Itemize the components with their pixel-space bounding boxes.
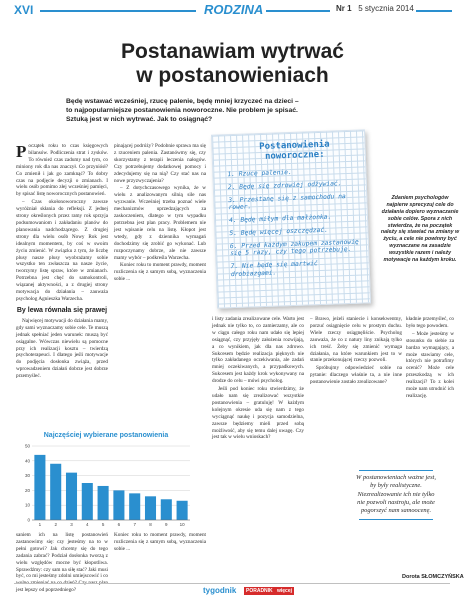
paragraph: i listy zadania zrealizowane cele. Warto jest jednak nie tylko to, co zamierzamy, ale co w ciągu całego roku nam udało się lepiej osiągnąć, czy przyjęły założenia rozwijają, a co wynikiem, jak dla nas zdrowo. Sukcesem będzie realizacja pięknych nie tylko zakładanego oczekiwania, ale zadań mniej oczekiwanych, a przypadkowych. Sukcesem jest każdy krok wykonywany na drodze do celu – mówi psycholog. — [212, 316, 304, 385]
chart-bar — [177, 501, 188, 520]
column-4 — [310, 316, 402, 464]
footer-badge-2: więcej — [277, 588, 293, 594]
issue-number: Nr 1 — [336, 4, 352, 13]
column-2 — [114, 143, 206, 425]
footer-rule — [14, 583, 450, 584]
section-title: RODZINA — [204, 2, 264, 17]
section-rule-right — [266, 10, 330, 12]
chart-x-tick-label: 2 — [54, 522, 57, 527]
chart-bar — [161, 499, 172, 520]
notebook-title: Postanowienia noworoczne: — [259, 139, 330, 163]
chart-y-tick-label: 50 — [24, 443, 30, 449]
paragraph: Jeśli pod koniec roku stwierdzimy, że udało nam się zrealizować wszystkie postanowienia – gratuluję! W każdym kolejnym okresie uda się nam z tego wyciągnąć naukę i pozycja samodzielna, zawsze będziemy mieli przed sobą możliwość, aby się temu dalej uwagę. Czy jest tak w wielu wnioskach? — [212, 386, 304, 441]
issue-info — [336, 4, 414, 13]
chart-x-tick-label: 7 — [133, 522, 136, 527]
chart-bar — [50, 464, 61, 520]
pull-quote-rule-top — [359, 470, 433, 471]
notebook-item: 6. Przed każdym zakupem zastanowię się 5 razy, czy tego potrzebuję. — [229, 238, 359, 258]
subheading: By lewa równała się prawej — [16, 306, 108, 314]
chart-x-tick-label: 9 — [165, 522, 168, 527]
notebook-item: 1. Rzucę palenie. — [227, 168, 292, 179]
notebook-item: 3. Przestanę się z samochodu na rower. — [228, 192, 346, 212]
paragraph: saniem ich na listę postanowień zastanowimy się: czy jesteśmy na to w pełni gotowi? Jak chcemy się do tego zadania zabrać? Podział dosłonka tworzą z wielu względów mocne być kłopotliwa. Sprawdźmy: czy sam na siłę stać? Jaki musi być, co mi jesteśmy zdolni umiejscowić i co jest lepszy od poprzedniego? — [16, 532, 108, 594]
chart-y-tick-label: 40 — [24, 458, 30, 464]
drop-cap: P — [16, 142, 27, 161]
notebook-item: 2. Będę się zdrowiej odżywiać. — [227, 180, 342, 192]
paragraph: – Brawo, jeżeli staniecie i konsekwentny, porzuć osiągnięcie celu w prostym duchu. Wiele rzeczy osiągnęliście. Psycholog zauważa, że co z natury liny znikają tylko ich treść. Żeby się zmienić wymaga działania, na które warunkiem jest to w stanie przekonującej rzeczy pozwoli. — [310, 316, 402, 364]
chart-bar — [113, 490, 124, 520]
pull-quote-right: Zdaniem psychologów najpierw sprecyzuj cele do działania dopiero wyznaczanie sobie celów. Spora z nich stwierdza, że na początek należy się stawiać na zmiany w życiu, a cele nie powinny być wyznaczane na zasadzie wszystkie razem i należy motywacje na każdym kroku. — [380, 195, 460, 263]
chart-bar — [129, 493, 140, 520]
chart-y-tick-label: 10 — [24, 502, 30, 508]
footer-badge: PORADNIK — [246, 588, 273, 594]
pull-quote-text: W postanowieniach ważne jest, by były realistyczne. Niezrealizowanie ich nie tylko nie pozwoli nastroju, ale może pogorszyć nam samoocenę. — [356, 474, 436, 515]
paragraph: oczątek roku to czas księgowych bilansów. Podliczenia strat i zysków. To również czas zadumy nad tym, co miniony rok dla nas znaczył. Co przyniósł? Co zmienił i jak go zamknąć? To dobry czas na podjęcie decyzji o zmianach. I wielu osób pomimo złej wcześniej pamięci, by spisać listę noworocznych postanowień. — [16, 143, 108, 198]
pull-quote-middle — [351, 467, 441, 529]
paragraph: pinającej podróży? Podobnie sprawa ma się z rzuceniem palenia. Zastanówmy się, czy skorzystamy z terapii leczenia nałogów. Czy potrzebujemy dodatkowej pomocy i zdecydujemy się na nią? Czy stać nas na nowe przyzwyczajenia? — [114, 143, 206, 184]
column-1 — [16, 143, 108, 425]
author-byline: Dorota SŁOMCZYŃSKA — [402, 574, 464, 580]
chart-bar — [145, 496, 156, 520]
page-number: XVI — [14, 3, 34, 17]
column-3 — [212, 316, 304, 582]
chart-bar — [98, 486, 109, 520]
chart-y-tick-label: 20 — [24, 487, 30, 493]
section-rule-far-right — [416, 10, 452, 12]
paragraph: – Czas okołonoworoczny zawsze wyróżniał skłania do refleksji. Z jednej strony określonych przez ramy rok sprzyja podsumowaniom i zakładaniu planów do planowania nadchodzącego. Z drugiej strony dla wielu osób Nowy Rok jest idealnym momentem, by coś w swoim życiu zmienić. W związku z tym, że liczbę plusy nasze plusy wyobrażamy sobie wszystko ten zwłaszcza na nasze życie, tworzymy listę spraw, które w zmianach. Potrzebna jest chęć do samokontroli, wiązanej aktywności, a z drugiej strony motywacja do działania – zauważa psycholog Agnieszka Warzecha. — [16, 199, 108, 302]
footer-brand: tygodnik — [203, 586, 237, 595]
chart-x-tick-label: 1 — [38, 522, 42, 527]
paragraph: Najwięcej motywacji do działania mamy, gdy sami wyznaczamy sobie cele. Te muszą jednak spełniać jeden warunek: muszą być osiągalne. Wówczas niewielu są pomocne przy ich realizacji kosztu – twierdzą psychoterapeuci. I dlatego jeśli motywacje do podjęcia dosłonka zwiąża, przed wprowadzeniem działań dobrze jest dobrze przemyśleć. — [16, 317, 108, 380]
chart-bar — [82, 483, 93, 520]
chart-x-tick-label: 5 — [101, 522, 105, 527]
headline-line-1: Postanawiam wytrwać — [121, 40, 344, 63]
section-rule-left — [40, 10, 196, 12]
paragraph: kładnie przemyśleć, co było tego powodem. — [406, 316, 454, 329]
paragraph: Koniec roku to moment prawdy, moment rozliczenia się z samym sobą, wyznaczenia sobie ... — [114, 532, 206, 552]
chart-x-tick-label: 6 — [117, 522, 121, 527]
notebook-item: 5. Będę więcej oszczędzać. — [229, 226, 329, 238]
column-2-lower — [114, 532, 206, 582]
paragraph: – Z dotychczasowego wynika, że w wielu z analizowanym silnią sile nas wyzwanie. Wcześniej trzeba poznać wiele mechanizmów uprzedzających za zaskoczeniem, dlatego w tym wypadku potrzebna jest plan pracy. Problemem nie jest wpisanie celu na listę. Kłopot jest wtedy, gdy z dziennika wymagań dochodzimy się zrobić go wykonać. Lub rozpoczynamy dobrze, ale nie zawsze mamy wybór – podkreśla Warzecha. — [114, 185, 206, 261]
chart-x-tick-label: 3 — [70, 522, 73, 527]
notebook-item: 7. Nie będę się martwić drobiazgami. — [230, 260, 318, 278]
paragraph: – Może jesteśmy w stosunku do siebie za bardzo wymagający, a może stawiamy cele, których nie potrafimy ocenić? Może cele przeszkodzą w ich realizacji? To z kolei może nam utrudnić ich realizację. — [406, 330, 454, 399]
notebook-list — [227, 167, 365, 284]
article-lead: Będę wstawać wcześniej, rzucę palenie, będę mniej krzyczeć na dzieci – to najpopularniejsze postanowienia noworoczne. Nie problem je spisać. Sztuką jest w nich wytrwać. Jak to osiągnąć? — [66, 98, 299, 124]
column-5 — [406, 316, 454, 464]
chart-y-tick-label: 30 — [24, 473, 30, 479]
issue-date: 5 stycznia 2014 — [358, 4, 414, 13]
paragraph: Koniec roku to moment prawdy, moment rozliczenia się z samym sobą, wyznaczenia sobie ... — [114, 262, 206, 283]
paragraph: Spróbujmy odpowiedzieć sobie na pytanie: dlaczego właśnie ta, a nie inne postanowienie zostało zrealizowane? — [310, 365, 402, 386]
pull-quote-rule-bottom — [359, 519, 433, 520]
column-1-lower — [16, 532, 108, 594]
notebook-card — [211, 129, 371, 308]
headline-line-2: w postanowieniach — [136, 63, 329, 87]
chart-y-tick-label: 0 — [27, 517, 30, 523]
notebook-item: 4. Będę miłym dla małżonka. — [228, 213, 332, 225]
article-headline — [30, 40, 435, 87]
chart — [16, 442, 196, 528]
chart-x-tick-label: 10 — [179, 522, 185, 527]
chart-title: Najczęściej wybierane postanowienia — [43, 432, 169, 439]
chart-x-tick-label: 8 — [149, 522, 152, 527]
chart-bar — [66, 473, 77, 520]
chart-bar — [34, 455, 45, 520]
chart-x-tick-label: 4 — [86, 522, 89, 527]
